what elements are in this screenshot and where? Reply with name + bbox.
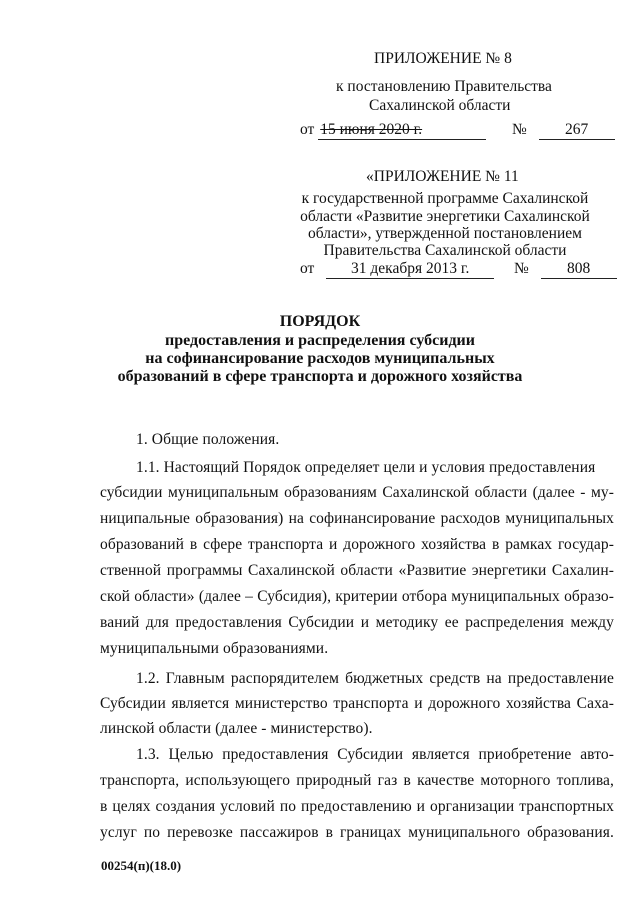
paragraph-line: муниципальными образованиями.: [100, 640, 329, 657]
paragraph-line: 1.3. Целью предоставления Субсидии является приобретение авто-: [136, 746, 614, 763]
paragraph-line: транспорта, использующего природный газ в качестве моторного топлива,: [100, 772, 614, 789]
paragraph-line: субсидии муниципальным образованиям Сахалинской области (далее - му-: [100, 484, 614, 501]
number-label: №: [511, 121, 527, 138]
appendix-11-line-1: к государственной программе Сахалинской: [301, 190, 589, 207]
document-code: 00254(п)(18.0): [101, 858, 182, 873]
paragraph-line: ской области» (далее – Субсидия), критерии отбора муниципальных образо-: [100, 588, 614, 605]
paragraph-line: Субсидии является министерство транспорта и дорожного хозяйства Саха-: [100, 695, 614, 712]
text-line: 1.1. Настоящий Порядок определяет цели и условия предоставления: [136, 459, 596, 476]
resolution-number: 267: [539, 121, 615, 140]
appendix-8-title: ПРИЛОЖЕНИЕ № 8: [374, 50, 512, 67]
paragraph-line: [136, 459, 614, 477]
resolution-date: 15 июня 2020 г.: [318, 121, 486, 140]
section-heading: 1. Общие положения.: [136, 431, 280, 448]
appendix-11-line-2: области «Развитие энергетики Сахалинской: [300, 208, 590, 225]
appendix-11-line-3: области», утвержденной постановлением: [308, 225, 582, 242]
document-subtitle-2: на софинансирование расходов муниципальных: [145, 350, 495, 367]
program-number: 808: [541, 260, 617, 279]
paragraph-line: ваний для предоставления Субсидии и методику ее распределения между: [100, 614, 614, 631]
program-date-row: [300, 260, 617, 279]
resolution-line-1: к постановлению Правительства: [336, 78, 552, 95]
paragraph-line: услуг по перевозке пассажиров в границах муниципального образования.: [100, 824, 614, 841]
paragraph-line: образований в сфере транспорта и дорожного хозяйства в рамках государ-: [100, 536, 614, 553]
program-date: 31 декабря 2013 г.: [326, 260, 494, 279]
paragraph-line: ниципальные образования) на софинансирование расходов муниципальных: [100, 510, 614, 527]
document-title: ПОРЯДОК: [279, 313, 361, 330]
resolution-line-2: Сахалинской области: [369, 97, 511, 114]
paragraph-line: ственной программы Сахалинской области «Развитие энергетики Сахалин-: [100, 562, 614, 579]
appendix-11-line-4: Правительства Сахалинской области: [323, 242, 567, 259]
appendix-11-title: «ПРИЛОЖЕНИЕ № 11: [366, 168, 519, 185]
document-subtitle-3: образований в сфере транспорта и дорожного хозяйства: [117, 368, 523, 385]
from-label: от: [300, 260, 315, 277]
paragraph-line: линской области (далее - министерство).: [100, 720, 373, 737]
paragraph-line: 1.2. Главным распорядителем бюджетных средств на предоставление: [136, 670, 614, 687]
resolution-date-row: [300, 121, 615, 140]
paragraph-line: в целях создания условий по предоставлению и организации транспортных: [100, 798, 614, 815]
number-label: №: [513, 260, 529, 277]
document-subtitle-1: предоставления и распределения субсидии: [165, 332, 475, 349]
from-label: от: [300, 121, 315, 138]
